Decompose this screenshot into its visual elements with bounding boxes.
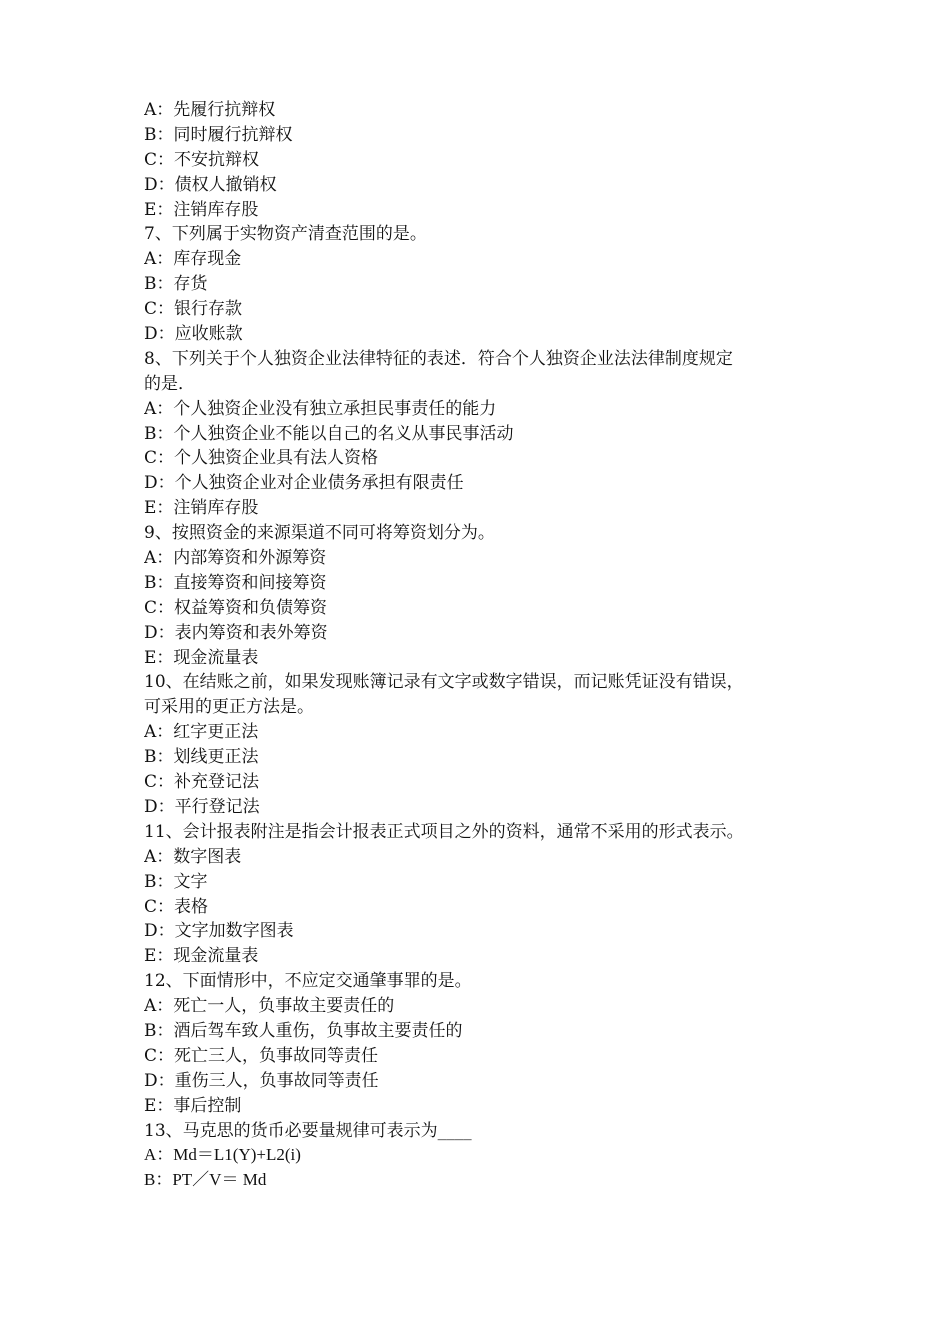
- option-line: D：平行登记法: [144, 796, 260, 817]
- option-line: E：现金流量表: [144, 946, 259, 967]
- option-line: B：文字: [144, 871, 208, 892]
- option-line: B：个人独资企业不能以自己的名义从事民事活动: [144, 423, 514, 444]
- option-line: C：个人独资企业具有法人资格: [144, 448, 379, 469]
- option-line: E：现金流量表: [144, 647, 259, 668]
- option-line: B：划线更正法: [144, 747, 259, 768]
- option-line: E：注销库存股: [144, 199, 259, 220]
- option-line: C：权益筹资和负债筹资: [144, 597, 328, 618]
- document-page: [144, 98, 824, 1193]
- question-line: 8、下列关于个人独资企业法律特征的表述．符合个人独资企业法法律制度规定: [144, 348, 733, 369]
- question-line: 10、在结账之前，如果发现账簿记录有文字或数字错误，而记账凭证没有错误，: [144, 672, 744, 693]
- question-line: 13、马克思的货币必要量规律可表示为____: [144, 1120, 472, 1141]
- option-line: A：数字图表: [144, 846, 242, 867]
- option-line: C：死亡三人，负事故同等责任: [144, 1045, 379, 1066]
- option-line: C：不安抗辩权: [144, 149, 260, 170]
- option-line: B：存货: [144, 274, 208, 295]
- question-line: 的是．: [144, 373, 195, 394]
- question-line: 12、下面情形中，不应定交通肇事罪的是。: [144, 971, 472, 992]
- option-line: A：Md＝L1(Y)+L2(i): [144, 1145, 301, 1165]
- option-line: D：个人独资企业对企业债务承担有限责任: [144, 473, 464, 494]
- option-line: C：表格: [144, 896, 209, 917]
- option-line: B：酒后驾车致人重伤，负事故主要责任的: [144, 1020, 463, 1041]
- option-line: A：内部筹资和外源筹资: [144, 548, 327, 569]
- option-line: A：先履行抗辩权: [144, 100, 276, 120]
- option-line: D：重伤三人，负事故同等责任: [144, 1070, 379, 1091]
- option-line: D：文字加数字图表: [144, 921, 294, 942]
- option-line: E：注销库存股: [144, 498, 259, 519]
- question-line: 9、按照资金的来源渠道不同可将筹资划分为。: [144, 523, 495, 544]
- option-line: D：债权人撤销权: [144, 174, 277, 195]
- option-line: A：红字更正法: [144, 722, 259, 743]
- option-line: A：个人独资企业没有独立承担民事责任的能力: [144, 398, 497, 419]
- option-line: B：PT／V＝ Md: [144, 1170, 267, 1190]
- question-line: 7、下列属于实物资产清查范围的是。: [144, 224, 427, 245]
- option-line: C：补充登记法: [144, 772, 260, 793]
- option-line: D：应收账款: [144, 324, 243, 345]
- question-line: 可采用的更正方法是。: [144, 697, 314, 718]
- option-line: E：事后控制: [144, 1095, 242, 1116]
- question-line: 11、会计报表附注是指会计报表正式项目之外的资料，通常不采用的形式表示。: [144, 821, 744, 842]
- option-line: B：同时履行抗辩权: [144, 124, 293, 145]
- option-line: B：直接筹资和间接筹资: [144, 572, 327, 593]
- option-line: C：银行存款: [144, 299, 243, 320]
- option-line: D：表内筹资和表外筹资: [144, 622, 328, 643]
- option-line: A：库存现金: [144, 249, 242, 270]
- option-line: A：死亡一人，负事故主要责任的: [144, 996, 395, 1017]
